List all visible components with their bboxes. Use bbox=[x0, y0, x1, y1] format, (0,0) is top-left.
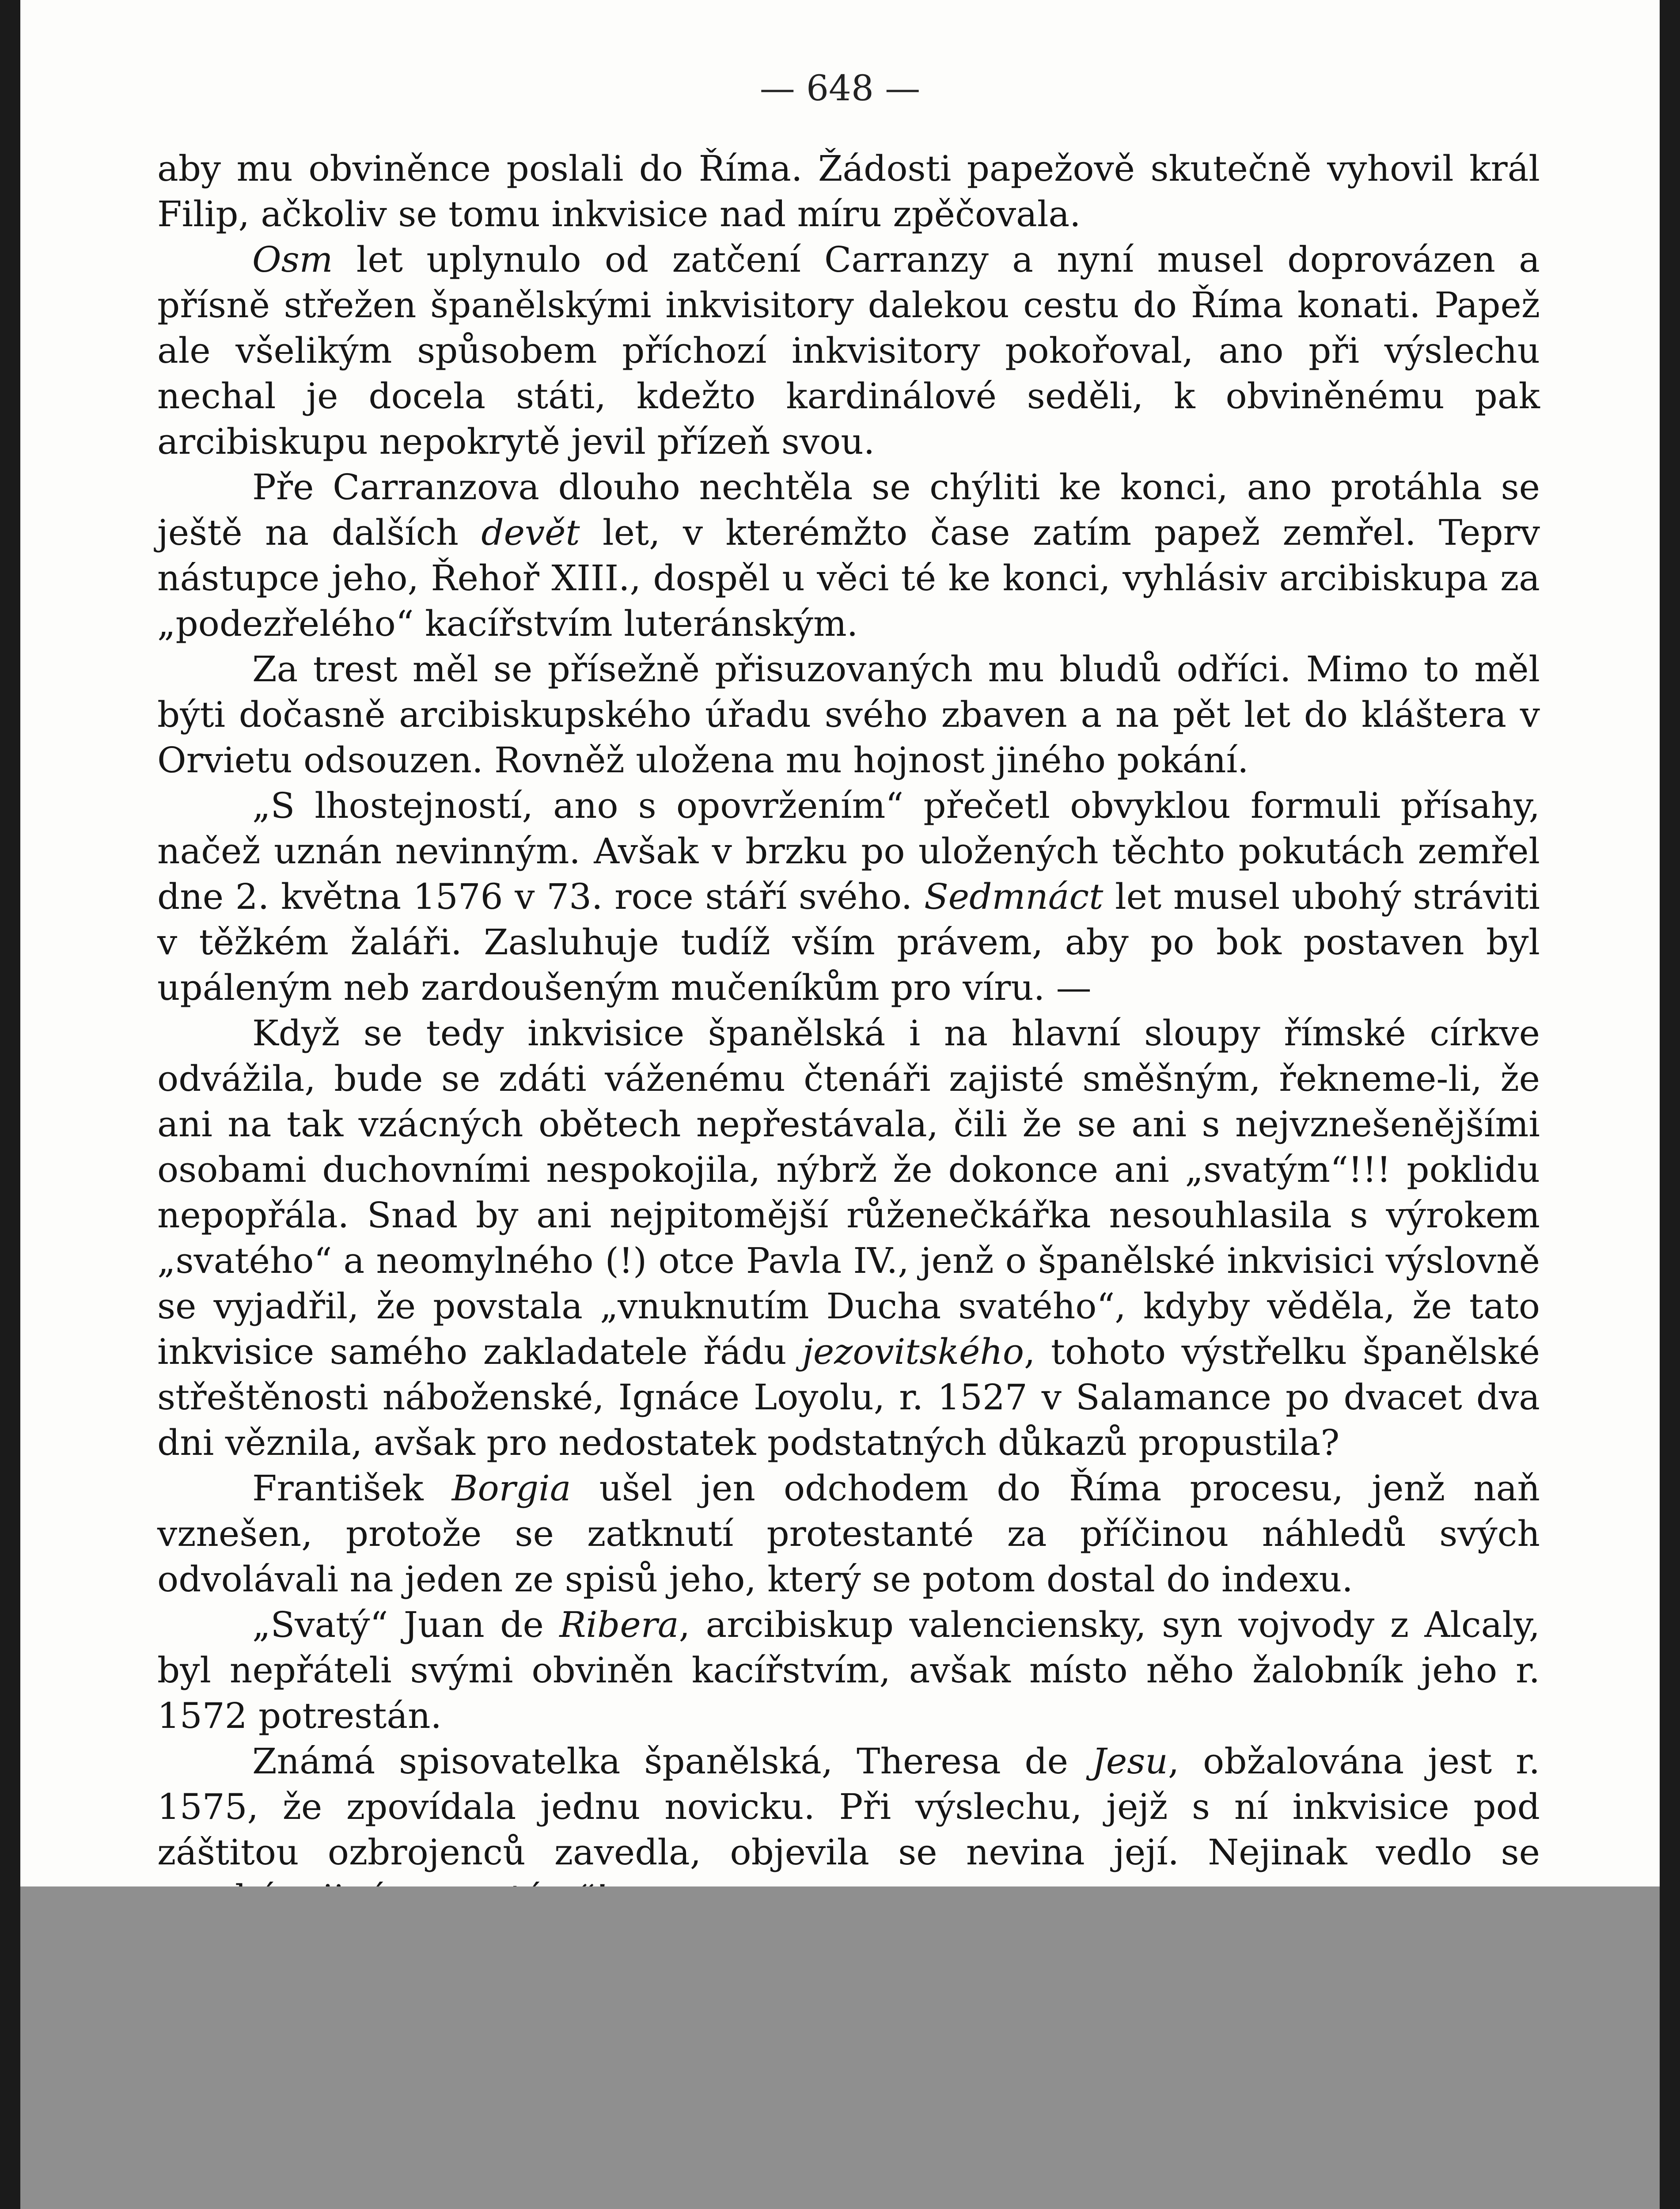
text-run: Za trest měl se přísežně přisuzovaných mu bludů odříci. Mimo to měl býti dočasně arcibiskupského úřadu svého zbaven a na pět let do kláštera v Orvietu odsouzen. Rovněž uložena mu hojnost jiného pokání. bbox=[157, 649, 1540, 781]
emphasis-text: jezovitského bbox=[802, 1331, 1024, 1372]
emphasis-text: devět bbox=[481, 512, 580, 553]
emphasis-text: Ribera bbox=[559, 1604, 679, 1645]
scan-background bbox=[20, 1886, 1660, 2209]
emphasis-text: Borgia bbox=[451, 1468, 571, 1509]
body-text bbox=[157, 146, 1540, 2148]
text-run: , obžalována jest r. 1575, že zpovídala jednu novicku. Při výslechu, jejž s ní inkvisice pod záštitou ozbrojenců zavedla, objevila se nevina její. Nejinak vedlo se bbox=[157, 1741, 1540, 1873]
text-run: „Svatý“ Juan de bbox=[252, 1604, 560, 1645]
scan-edge-right bbox=[1660, 0, 1680, 2209]
text-run: let, v kterémžto čase zatím papež zemřel. Teprv nástupce jeho, Řehoř XIII., dospěl u věci té ke konci, vyhlásiv arcibiskupa za „podezřelého“ kacířstvím luteránským. bbox=[157, 512, 1540, 644]
scan-edge-left bbox=[0, 0, 20, 2209]
text-run: Pře Carranzova dlouho nechtěla se chýliti ke konci, ano protáhla se ještě na dalších bbox=[157, 467, 1540, 553]
text-run: ušel jen odchodem do Říma procesu, jenž naň vznešen, protože se zatknutí protestanté za příčinou náhledů svých odvolávali na jeden ze spisů jeho, který se potom dostal do indexu. bbox=[157, 1468, 1540, 1600]
emphasis-text: Sedmnáct bbox=[924, 876, 1104, 917]
text-run: „S lhostejností, ano s opovržením“ přečetl obvyklou formuli přísahy, načež uznán nevinným. Avšak v brzku po uložených těchto pokutách zemřel dne 2. května 1576 v 73. roce stáří svého. bbox=[157, 785, 1540, 917]
text-run: František bbox=[252, 1468, 452, 1509]
book-page bbox=[20, 0, 1660, 1886]
text-run: , tohoto výstřelku španělské střeštěnosti náboženské, Ignáce Loyolu, r. 1527 v Salamance po dvacet dva dni věznila, avšak pro nedostatek podstatných důkazů propustila? bbox=[157, 1331, 1540, 1463]
emphasis-text: Jesu bbox=[1092, 1741, 1168, 1782]
paragraph bbox=[157, 237, 1540, 464]
text-run: Když se tedy inkvisice španělská i na hlavní sloupy římské církve odvážila, bude se zdáti váženému čtenáři zajisté směšným, řekneme-li, že ani na tak vzácných obětech nepřestávala, čili že se ani s nejvznešenějšími osobami duchovními nespokojila, nýbrž že dokonce ani „svatým“!!! poklidu nepopřála. Snad by ani nejpitomější růženečkářka nesouhlasila s výrokem „svatého“ a neomylného (!) otce Pavla IV., jenž o španělské inkvisici výslovně se vyjadřil, že povstala „vnuknutím Ducha svatého“, kdyby věděla, že tato inkvisice samého zakladatele řádu bbox=[157, 1013, 1540, 1372]
text-run: let musel ubohý stráviti v těžkém žaláři. Zasluhuje tudíž vším právem, aby po bok postaven byl upáleným neb zardoušeným mučeníkům pro víru. — bbox=[157, 876, 1540, 1008]
paragraph bbox=[157, 1602, 1540, 1738]
text-run: , arcibiskup valenciensky, syn vojvody z Alcaly, byl nepřáteli svými obviněn kacířstvím, avšak místo něho žalobník jeho r. 1572 potrestán. bbox=[157, 1604, 1540, 1736]
emphasis-text: Osm bbox=[252, 239, 333, 280]
text-run: aby mu obviněnce poslali do Říma. Žádosti papežově skutečně vyhovil král Filip, ačkoliv se tomu inkvisice nad míru zpěčovala. bbox=[157, 148, 1540, 235]
paragraph bbox=[157, 1010, 1540, 1465]
paragraph bbox=[157, 646, 1540, 783]
paragraph bbox=[157, 783, 1540, 1010]
paragraph bbox=[157, 146, 1540, 237]
page-number: — 648 — bbox=[759, 68, 921, 109]
text-run: let uplynulo od zatčení Carranzy a nyní musel doprovázen a přísně střežen španělskými inkvisitory dalekou cestu do Říma konati. Papež ale všelikým spůsobem příchozí inkvisitory pokořoval, ano při výslechu nechal je docela státi, kdežto kardinálové seděli, k obviněnému pak arcibiskupu nepokrytě jevil přízeň svou. bbox=[157, 239, 1540, 462]
paragraph bbox=[157, 464, 1540, 646]
text-run: Známá spisovatelka španělská, Theresa de bbox=[252, 1741, 1092, 1782]
paragraph bbox=[157, 1465, 1540, 1602]
